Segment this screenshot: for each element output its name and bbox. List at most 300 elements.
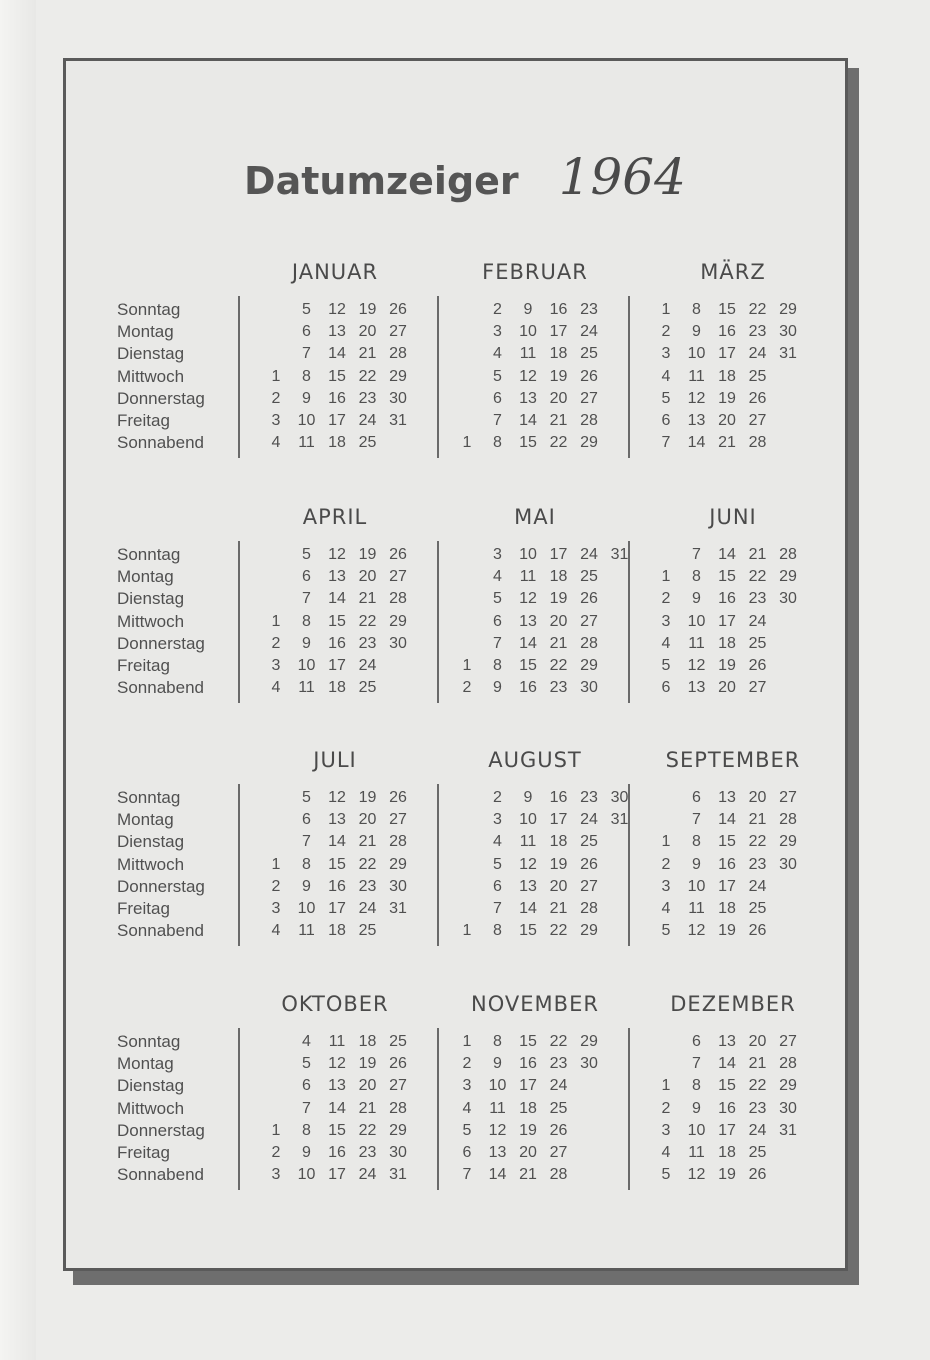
day-number: 3 [493,546,502,563]
day-number: 20 [549,612,568,630]
day-number: 9 [302,1144,311,1161]
weekday-label: Mittwoch [117,1098,185,1118]
day-number: 20 [358,323,377,341]
day-number: 12 [328,789,346,806]
day-number: 22 [549,434,568,452]
day-number: 24 [748,345,767,363]
day-number: 22 [748,833,767,851]
day-number: 3 [661,612,671,630]
day-number: 14 [328,590,346,608]
day-number: 29 [779,833,797,851]
column-divider [238,296,240,458]
day-number: 18 [718,634,736,652]
day-number: 22 [549,657,568,674]
day-number: 5 [493,855,502,873]
day-number: 27 [389,568,407,586]
weekday-label: Freitag [117,411,170,430]
day-number: 8 [493,434,502,452]
day-number: 7 [302,590,311,608]
day-number: 15 [519,1033,537,1050]
day-number: 2 [271,634,281,652]
day-number: 7 [302,1099,311,1117]
day-number: 31 [779,1121,797,1139]
day-number: 16 [328,634,346,652]
day-number: 2 [493,789,502,806]
day-number: 4 [661,367,671,385]
day-number: 18 [549,833,568,851]
column-divider [238,784,240,946]
column-divider [437,541,439,703]
day-number: 14 [718,1055,736,1073]
day-number: 8 [692,1077,701,1095]
day-number: 25 [748,900,767,917]
day-number: 27 [779,789,797,806]
weekday-label: Donnerstag [117,388,205,408]
day-number: 2 [271,877,281,895]
day-number: 2 [661,590,671,608]
day-number: 19 [358,301,377,318]
day-number: 1 [661,568,671,586]
day-number: 23 [549,1055,568,1073]
day-number: 13 [718,789,736,806]
day-number: 9 [302,634,311,652]
day-number: 25 [358,434,377,452]
day-number: 14 [328,833,346,851]
weekday-label: Dienstag [117,344,185,364]
day-number: 8 [692,833,701,851]
day-number: 6 [302,323,311,341]
day-number: 26 [580,367,598,385]
day-number: 20 [549,877,568,895]
day-number: 27 [580,612,598,630]
day-number: 18 [519,1099,537,1117]
day-number: 17 [328,412,346,429]
day-number: 17 [519,1077,537,1095]
day-number: 6 [493,612,502,630]
day-number: 2 [493,301,502,318]
day-number: 13 [519,612,537,630]
day-number: 28 [748,434,767,452]
day-number: 13 [488,1144,507,1161]
day-number: 10 [297,657,316,674]
day-number: 11 [519,833,537,851]
day-number: 19 [549,590,568,608]
day-number: 10 [519,323,537,341]
weekday-label: Sonnabend [117,678,204,698]
day-number: 24 [358,1166,377,1184]
day-number: 18 [549,345,568,363]
weekday-label: Sonntag [117,1032,181,1051]
day-number: 12 [687,389,706,407]
day-number: 15 [328,1121,346,1139]
day-number: 16 [549,301,568,318]
weekday-label: Mittwoch [117,366,185,386]
weekday-label: Sonnabend [117,921,204,941]
weekday-label: Dienstag [117,1076,185,1096]
month-name: MAI [514,505,556,529]
day-number: 19 [718,922,736,940]
day-number: 2 [271,1144,281,1161]
day-number: 6 [302,1077,311,1095]
day-number: 27 [549,1144,568,1161]
day-number: 8 [493,922,502,940]
day-number: 3 [271,900,281,917]
day-number: 8 [302,855,311,873]
day-number: 14 [718,546,736,563]
day-number: 19 [549,855,568,873]
day-number: 29 [580,922,598,940]
day-number: 31 [389,900,407,917]
day-number: 6 [493,389,502,407]
page-title [0,148,930,208]
day-number: 29 [779,301,797,318]
day-number: 15 [519,657,537,674]
day-number: 20 [358,1077,377,1095]
month-name: OKTOBER [281,992,389,1016]
day-number: 8 [302,367,311,385]
day-number: 26 [748,389,767,407]
day-number: 2 [661,1099,671,1117]
day-number: 29 [580,657,598,674]
day-number: 11 [298,679,315,697]
day-number: 1 [661,301,671,318]
month-name: AUGUST [488,748,582,772]
day-number: 12 [687,1166,706,1184]
day-number: 31 [779,345,797,363]
day-number: 25 [580,568,598,586]
weekday-label: Dienstag [117,832,185,852]
day-number: 30 [389,1144,407,1161]
weekday-label: Montag [117,1054,174,1074]
day-number: 7 [493,634,502,652]
day-number: 14 [519,634,537,652]
day-number: 23 [358,1144,377,1161]
day-number: 17 [549,323,568,341]
day-number: 29 [779,568,797,586]
day-number: 10 [297,1166,316,1184]
day-number: 18 [718,1144,736,1161]
day-number: 4 [302,1033,311,1050]
day-number: 4 [493,833,502,851]
day-number: 17 [328,657,346,674]
day-number: 31 [389,412,407,429]
day-number: 27 [748,679,767,697]
month-name: JANUAR [291,260,379,284]
day-number: 17 [718,345,736,363]
column-divider [437,1028,439,1190]
day-number: 25 [748,1144,767,1161]
day-number: 26 [389,301,407,318]
day-number: 13 [718,1033,736,1050]
day-number: 21 [748,811,767,829]
day-number: 10 [687,345,706,363]
day-number: 12 [328,1055,346,1073]
day-number: 30 [389,634,407,652]
day-number: 25 [358,922,377,940]
day-number: 3 [661,345,671,363]
day-number: 22 [358,1121,377,1139]
day-number: 30 [389,389,407,407]
month-name: MÄRZ [700,260,766,284]
day-number: 7 [661,434,671,452]
day-number: 28 [580,634,598,652]
day-number: 13 [328,811,346,829]
day-number: 28 [389,590,407,608]
day-number: 6 [692,1033,701,1050]
day-number: 3 [271,657,281,674]
day-number: 24 [748,612,767,630]
day-number: 20 [358,568,377,586]
day-number: 21 [549,634,568,652]
day-number: 25 [389,1033,407,1050]
day-number: 15 [519,434,537,452]
day-number: 6 [462,1144,472,1161]
day-number: 28 [580,900,598,917]
day-number: 3 [271,1166,281,1184]
day-number: 9 [493,1055,502,1073]
day-number: 15 [718,833,736,851]
weekday-label: Donnerstag [117,876,205,896]
day-number: 26 [389,789,407,806]
day-number: 1 [271,855,281,873]
weekday-label: Donnerstag [117,633,205,653]
month-name: APRIL [302,505,368,529]
day-number: 25 [549,1099,568,1117]
day-number: 12 [687,657,706,674]
day-number: 22 [358,612,377,630]
column-divider [628,784,630,946]
day-number: 24 [358,412,377,429]
day-number: 17 [549,811,568,829]
day-number: 29 [389,367,407,385]
weekday-label: Sonntag [117,788,181,807]
column-divider [437,784,439,946]
day-number: 20 [718,412,736,429]
column-divider [628,1028,630,1190]
day-number: 13 [519,877,537,895]
quarter-block [0,505,930,705]
day-number: 14 [519,900,537,917]
day-number: 30 [580,679,598,697]
day-number: 26 [580,855,598,873]
day-number: 26 [549,1121,568,1139]
day-number: 7 [692,546,701,563]
day-number: 3 [271,412,281,429]
day-number: 24 [580,811,598,829]
day-number: 24 [549,1077,568,1095]
day-number: 25 [748,634,767,652]
day-number: 20 [549,389,568,407]
day-number: 28 [779,1055,797,1073]
day-number: 26 [580,590,598,608]
day-number: 16 [718,323,736,341]
day-number: 23 [580,301,598,318]
day-number: 3 [493,323,502,341]
day-number: 18 [549,568,568,586]
weekday-label: Mittwoch [117,611,185,631]
day-number: 2 [271,389,281,407]
day-number: 18 [718,367,736,385]
day-number: 16 [519,679,537,697]
quarter-block [0,748,930,948]
day-number: 5 [302,789,311,806]
day-number: 26 [389,546,407,563]
day-number: 7 [302,833,311,851]
day-number: 21 [549,412,568,429]
day-number: 7 [692,1055,701,1073]
day-number: 21 [549,900,568,917]
day-number: 15 [718,301,736,318]
day-number: 5 [661,389,671,407]
day-number: 18 [328,679,346,697]
day-number: 10 [488,1077,507,1095]
day-number: 29 [580,434,598,452]
day-number: 4 [661,634,671,652]
day-number: 3 [661,877,671,895]
day-number: 10 [519,811,537,829]
day-number: 1 [661,833,671,851]
month-name: FEBRUAR [482,260,588,284]
day-number: 11 [688,900,705,917]
title-text: Datumzeiger [244,159,519,203]
day-number: 15 [718,1077,736,1095]
day-number: 29 [389,612,407,630]
day-number: 15 [519,922,537,940]
day-number: 21 [748,1055,767,1073]
day-number: 27 [580,877,598,895]
day-number: 24 [580,323,598,341]
day-number: 12 [687,922,706,940]
day-number: 31 [389,1166,407,1184]
day-number: 25 [580,345,598,363]
weekday-label: Sonntag [117,300,181,319]
day-number: 13 [687,412,706,429]
day-number: 5 [661,1166,671,1184]
day-number: 17 [718,1121,736,1139]
day-number: 3 [661,1121,671,1139]
day-number: 9 [692,323,701,341]
day-number: 22 [549,922,568,940]
weekday-label: Sonnabend [117,1165,204,1185]
day-number: 9 [692,1099,701,1117]
day-number: 19 [358,789,377,806]
day-number: 7 [462,1166,472,1184]
day-number: 3 [462,1077,472,1095]
day-number: 16 [519,1055,537,1073]
day-number: 30 [389,877,407,895]
day-number: 11 [688,634,705,652]
day-number: 21 [358,1099,377,1117]
day-number: 18 [358,1033,377,1050]
day-number: 12 [328,546,346,563]
day-number: 4 [271,922,281,940]
day-number: 22 [748,301,767,318]
day-number: 23 [748,1099,767,1117]
day-number: 12 [519,590,537,608]
day-number: 8 [493,657,502,674]
day-number: 16 [328,1144,346,1161]
day-number: 5 [493,590,502,608]
day-number: 14 [328,345,346,363]
day-number: 5 [493,367,502,385]
day-number: 5 [302,1055,311,1073]
day-number: 10 [687,1121,706,1139]
day-number: 14 [488,1166,507,1184]
day-number: 15 [328,855,346,873]
day-number: 9 [302,877,311,895]
month-name: NOVEMBER [471,992,599,1016]
day-number: 17 [549,546,568,563]
day-number: 23 [748,590,767,608]
day-number: 19 [718,389,736,407]
weekday-label: Montag [117,810,174,830]
day-number: 1 [462,922,472,940]
day-number: 8 [302,1121,311,1139]
day-number: 30 [779,1099,797,1117]
day-number: 15 [328,367,346,385]
day-number: 2 [462,679,472,697]
day-number: 28 [779,811,797,829]
day-number: 1 [462,434,472,452]
day-number: 3 [493,811,502,829]
column-divider [628,296,630,458]
quarter-block [0,992,930,1192]
day-number: 23 [358,389,377,407]
weekday-label: Montag [117,322,174,342]
weekday-label: Sonnabend [117,433,204,453]
day-number: 23 [748,323,767,341]
day-number: 21 [358,590,377,608]
day-number: 14 [718,811,736,829]
day-number: 28 [389,833,407,851]
day-number: 5 [462,1121,472,1139]
day-number: 27 [748,412,767,429]
day-number: 30 [779,855,797,873]
day-number: 15 [328,612,346,630]
day-number: 22 [358,855,377,873]
day-number: 11 [298,922,315,940]
day-number: 27 [389,323,407,341]
day-number: 24 [358,657,377,674]
day-number: 19 [358,546,377,563]
day-number: 6 [661,412,671,429]
day-number: 28 [549,1166,568,1184]
day-number: 25 [580,833,598,851]
day-number: 9 [692,590,701,608]
day-number: 13 [519,389,537,407]
weekday-label: Mittwoch [117,854,185,874]
day-number: 10 [297,900,316,917]
day-number: 7 [302,345,311,363]
day-number: 22 [358,367,377,385]
day-number: 30 [610,789,629,806]
day-number: 11 [519,568,537,586]
weekday-label: Freitag [117,899,170,918]
day-number: 6 [302,568,311,586]
day-number: 4 [493,345,502,363]
day-number: 22 [748,1077,767,1095]
day-number: 1 [271,612,281,630]
day-number: 9 [523,789,533,806]
day-number: 30 [779,323,797,341]
day-number: 11 [489,1099,506,1117]
day-number: 2 [661,323,671,341]
day-number: 23 [358,877,377,895]
day-number: 6 [302,811,311,829]
day-number: 4 [493,568,502,586]
quarter-block [0,260,930,460]
day-number: 20 [718,679,736,697]
